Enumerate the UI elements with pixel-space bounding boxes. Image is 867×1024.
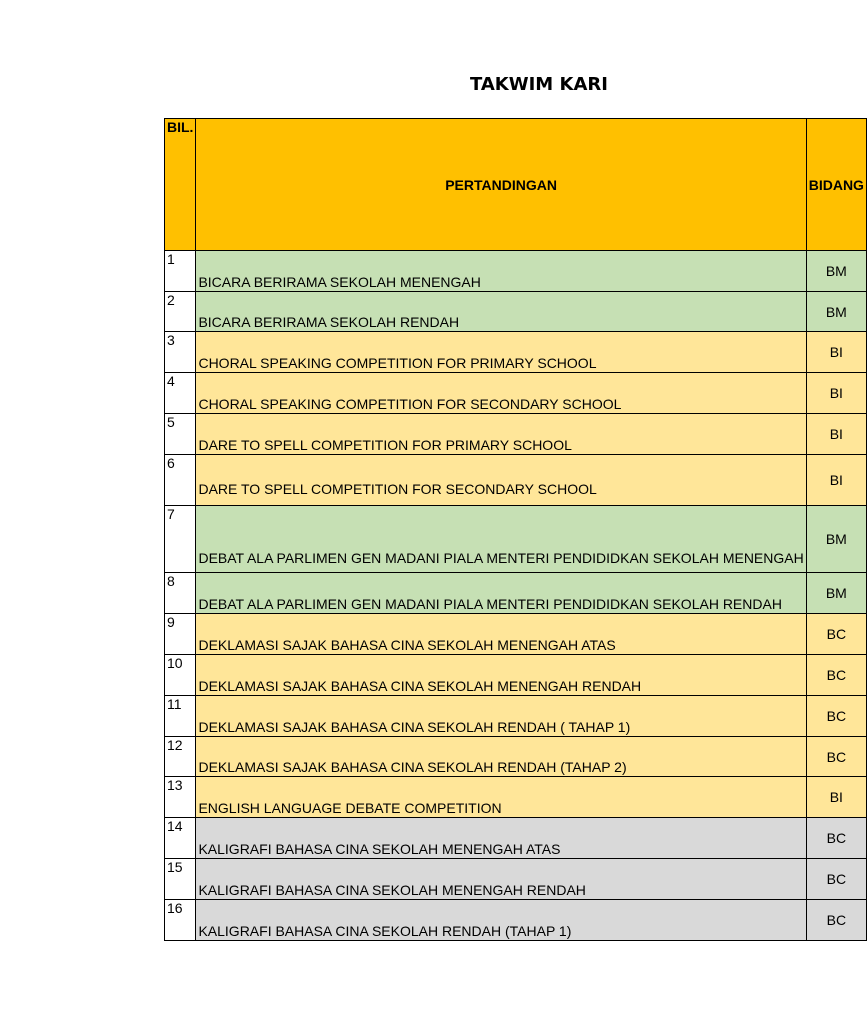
header-pertandingan: PERTANDINGAN [196, 119, 806, 251]
bidang-code: BM [806, 573, 866, 614]
table-row[interactable] [165, 614, 867, 655]
competition-name: DEKLAMASI SAJAK BAHASA CINA SEKOLAH RENDAH ( TAHAP 1) [196, 696, 806, 737]
bidang-code: BC [806, 737, 866, 777]
row-number: 16 [165, 900, 196, 941]
competition-name: BICARA BERIRAMA SEKOLAH RENDAH [196, 292, 806, 332]
bidang-code: BI [806, 373, 866, 414]
row-number: 8 [165, 573, 196, 614]
table-row[interactable] [165, 292, 867, 332]
competition-name: KALIGRAFI BAHASA CINA SEKOLAH RENDAH (TAHAP 1) [196, 900, 806, 941]
header-row [165, 119, 867, 251]
competition-name: KALIGRAFI BAHASA CINA SEKOLAH MENENGAH RENDAH [196, 859, 806, 900]
table-row[interactable] [165, 859, 867, 900]
competition-name: CHORAL SPEAKING COMPETITION FOR SECONDARY SCHOOL [196, 373, 806, 414]
row-number: 1 [165, 251, 196, 292]
row-number: 9 [165, 614, 196, 655]
row-number: 11 [165, 696, 196, 737]
competition-name: DARE TO SPELL COMPETITION FOR PRIMARY SCHOOL [196, 414, 806, 455]
bidang-code: BM [806, 506, 866, 573]
competition-name: DEBAT ALA PARLIMEN GEN MADANI PIALA MENTERI PENDIDIDKAN SEKOLAH MENENGAH [196, 506, 806, 573]
bidang-code: BI [806, 455, 866, 506]
header-bidang: BIDANG [806, 119, 866, 251]
table-row[interactable] [165, 737, 867, 777]
table-row[interactable] [165, 900, 867, 941]
table-row[interactable] [165, 573, 867, 614]
row-number: 7 [165, 506, 196, 573]
row-number: 14 [165, 818, 196, 859]
table-row[interactable] [165, 818, 867, 859]
row-number: 10 [165, 655, 196, 696]
competition-name: DEBAT ALA PARLIMEN GEN MADANI PIALA MENTERI PENDIDIDKAN SEKOLAH RENDAH [196, 573, 806, 614]
row-number: 4 [165, 373, 196, 414]
bidang-code: BC [806, 818, 866, 859]
table-row[interactable] [165, 251, 867, 292]
row-number: 6 [165, 455, 196, 506]
row-number: 3 [165, 332, 196, 373]
bidang-code: BI [806, 332, 866, 373]
row-number: 5 [165, 414, 196, 455]
bidang-code: BC [806, 614, 866, 655]
competition-name: BICARA BERIRAMA SEKOLAH MENENGAH [196, 251, 806, 292]
competition-name: DARE TO SPELL COMPETITION FOR SECONDARY SCHOOL [196, 455, 806, 506]
bidang-code: BC [806, 900, 866, 941]
table-row[interactable] [165, 696, 867, 737]
bidang-code: BI [806, 414, 866, 455]
table-row[interactable] [165, 414, 867, 455]
bidang-code: BM [806, 292, 866, 332]
table-row[interactable] [165, 655, 867, 696]
table-row[interactable] [165, 777, 867, 818]
competition-name: ENGLISH LANGUAGE DEBATE COMPETITION [196, 777, 806, 818]
bidang-code: BC [806, 696, 866, 737]
bidang-code: BC [806, 859, 866, 900]
table-row[interactable] [165, 373, 867, 414]
competition-name: DEKLAMASI SAJAK BAHASA CINA SEKOLAH MENENGAH ATAS [196, 614, 806, 655]
competition-name: KALIGRAFI BAHASA CINA SEKOLAH MENENGAH ATAS [196, 818, 806, 859]
competition-name: CHORAL SPEAKING COMPETITION FOR PRIMARY SCHOOL [196, 332, 806, 373]
header-bil: BIL. [165, 119, 196, 251]
table-row[interactable] [165, 506, 867, 573]
bidang-code: BM [806, 251, 866, 292]
bidang-code: BC [806, 655, 866, 696]
table-row[interactable] [165, 455, 867, 506]
bidang-code: BI [806, 777, 866, 818]
competition-name: DEKLAMASI SAJAK BAHASA CINA SEKOLAH RENDAH (TAHAP 2) [196, 737, 806, 777]
row-number: 13 [165, 777, 196, 818]
table-row[interactable] [165, 332, 867, 373]
competition-name: DEKLAMASI SAJAK BAHASA CINA SEKOLAH MENENGAH RENDAH [196, 655, 806, 696]
row-number: 15 [165, 859, 196, 900]
row-number: 12 [165, 737, 196, 777]
competition-table [164, 118, 867, 941]
row-number: 2 [165, 292, 196, 332]
page-title: TAKWIM KARI [470, 74, 608, 95]
